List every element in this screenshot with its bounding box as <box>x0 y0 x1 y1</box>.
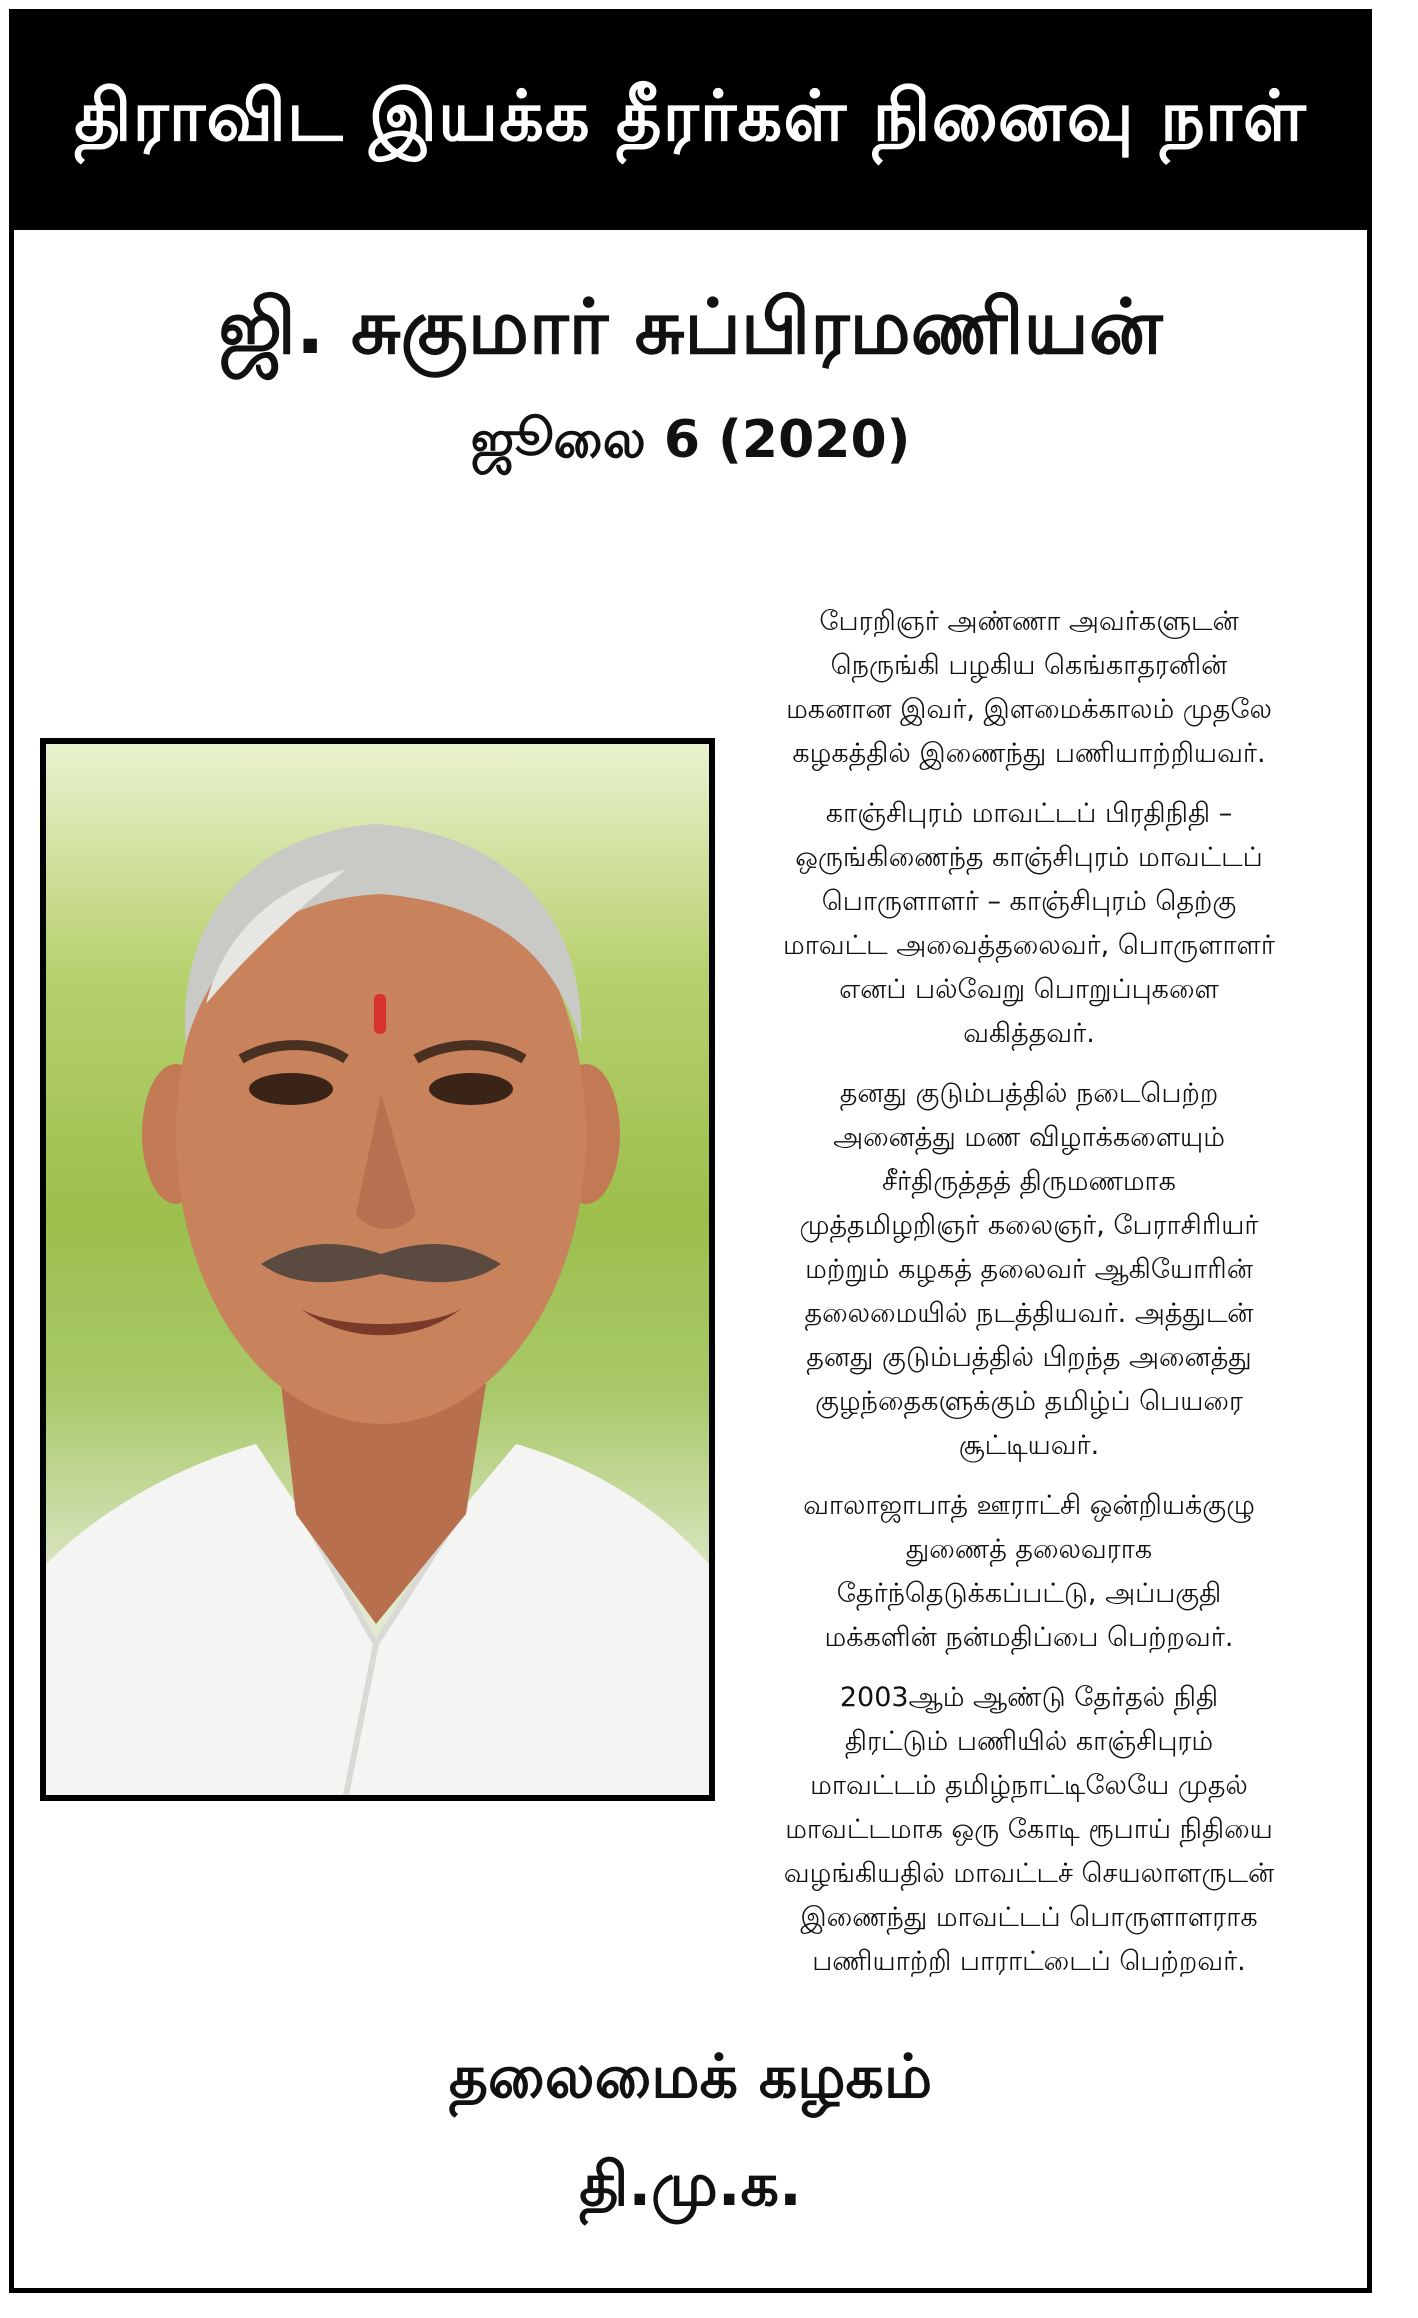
bio-paragraph-1 <box>716 600 1342 776</box>
bio-line: முத்தமிழறிஞர் கலைஞர், பேராசிரியர் <box>799 1210 1259 1241</box>
header-title: திராவிட இயக்க தீரர்கள் நினைவு நாள் <box>74 73 1307 157</box>
bio-line: அனைத்து மண விழாக்களையும் <box>833 1122 1225 1153</box>
bio-line: வகித்தவர். <box>963 1018 1095 1049</box>
bio-line: மாவட்ட அவைத்தலைவர், பொருளாளர் <box>782 930 1276 961</box>
bio-line: தேர்ந்தெடுக்கப்பட்டு, அப்பகுதி <box>836 1578 1222 1609</box>
bio-line: தலைமையில் நடத்தியவர். அத்துடன் <box>804 1298 1254 1329</box>
bio-line: ஒருங்கிணைந்த காஞ்சிபுரம் மாவட்டப் <box>795 842 1263 873</box>
portrait-photo <box>40 738 715 1801</box>
bio-line: தனது குடும்பத்தில் பிறந்த அனைத்து <box>806 1342 1252 1373</box>
bio-paragraph-2 <box>716 792 1342 1056</box>
bio-line: பேரறிஞர் அண்ணா அவர்களுடன் <box>819 606 1239 637</box>
bio-paragraph-3 <box>716 1072 1342 1468</box>
bio-line: 2003ஆம் ஆண்டு தேர்தல் நிதி <box>839 1682 1219 1713</box>
bio-line: பணியாற்றி பாராட்டைப் பெற்றவர். <box>812 1946 1246 1977</box>
footer-organization: தலைமைக் கழகம் <box>448 2042 933 2112</box>
bio-line: மகனான இவர், இளமைக்காலம் முதலே <box>786 694 1272 725</box>
bio-line: நெருங்கி பழகிய கெங்காதரனின் <box>830 650 1228 681</box>
bio-line: மாவட்டம் தமிழ்நாட்டிலேயே முதல் <box>810 1770 1248 1801</box>
portrait-illustration <box>46 744 709 1795</box>
bio-line: சீர்திருத்தத் திருமணமாக <box>882 1166 1176 1197</box>
bio-line: மக்களின் நன்மதிப்பை பெற்றவர். <box>824 1622 1234 1653</box>
bio-line: வாலாஜாபாத் ஊராட்சி ஒன்றியக்குழு <box>803 1490 1255 1521</box>
bio-line: இணைந்து மாவட்டப் பொருளாளராக <box>800 1902 1258 1933</box>
memorial-date: ஜூலை 6 (2020) <box>470 410 911 470</box>
bio-line: மற்றும் கழகத் தலைவர் ஆகியோரின் <box>805 1254 1253 1285</box>
bio-line: குழந்தைகளுக்கும் தமிழ்ப் பெயரை <box>815 1386 1243 1417</box>
bio-line: துணைத் தலைவராக <box>905 1534 1153 1565</box>
bio-line: வழங்கியதில் மாவட்டச் செயலாளருடன் <box>783 1858 1275 1889</box>
bio-line: திரட்டும் பணியில் காஞ்சிபுரம் <box>844 1726 1214 1757</box>
biography-text <box>716 600 1342 2000</box>
bio-paragraph-4 <box>716 1484 1342 1660</box>
bio-line: சூட்டியவர். <box>958 1430 1100 1461</box>
bio-line: எனப் பல்வேறு பொறுப்புகளை <box>839 974 1219 1005</box>
person-name: ஜி. சுகுமார் சுப்பிரமணியன் <box>218 282 1163 371</box>
bio-paragraph-5 <box>716 1676 1342 1984</box>
bio-line: மாவட்டமாக ஒரு கோடி ரூபாய் நிதியை <box>785 1814 1273 1845</box>
bio-line: காஞ்சிபுரம் மாவட்டப் பிரதிநிதி – <box>825 798 1233 829</box>
footer-party-name: தி.மு.க. <box>579 2150 802 2220</box>
bio-line: கழகத்தில் இணைந்து பணியாற்றியவர். <box>792 738 1266 769</box>
bio-line: தனது குடும்பத்தில் நடைபெற்ற <box>839 1078 1219 1109</box>
bio-line: பொருளாளர் – காஞ்சிபுரம் தெற்கு <box>821 886 1237 917</box>
